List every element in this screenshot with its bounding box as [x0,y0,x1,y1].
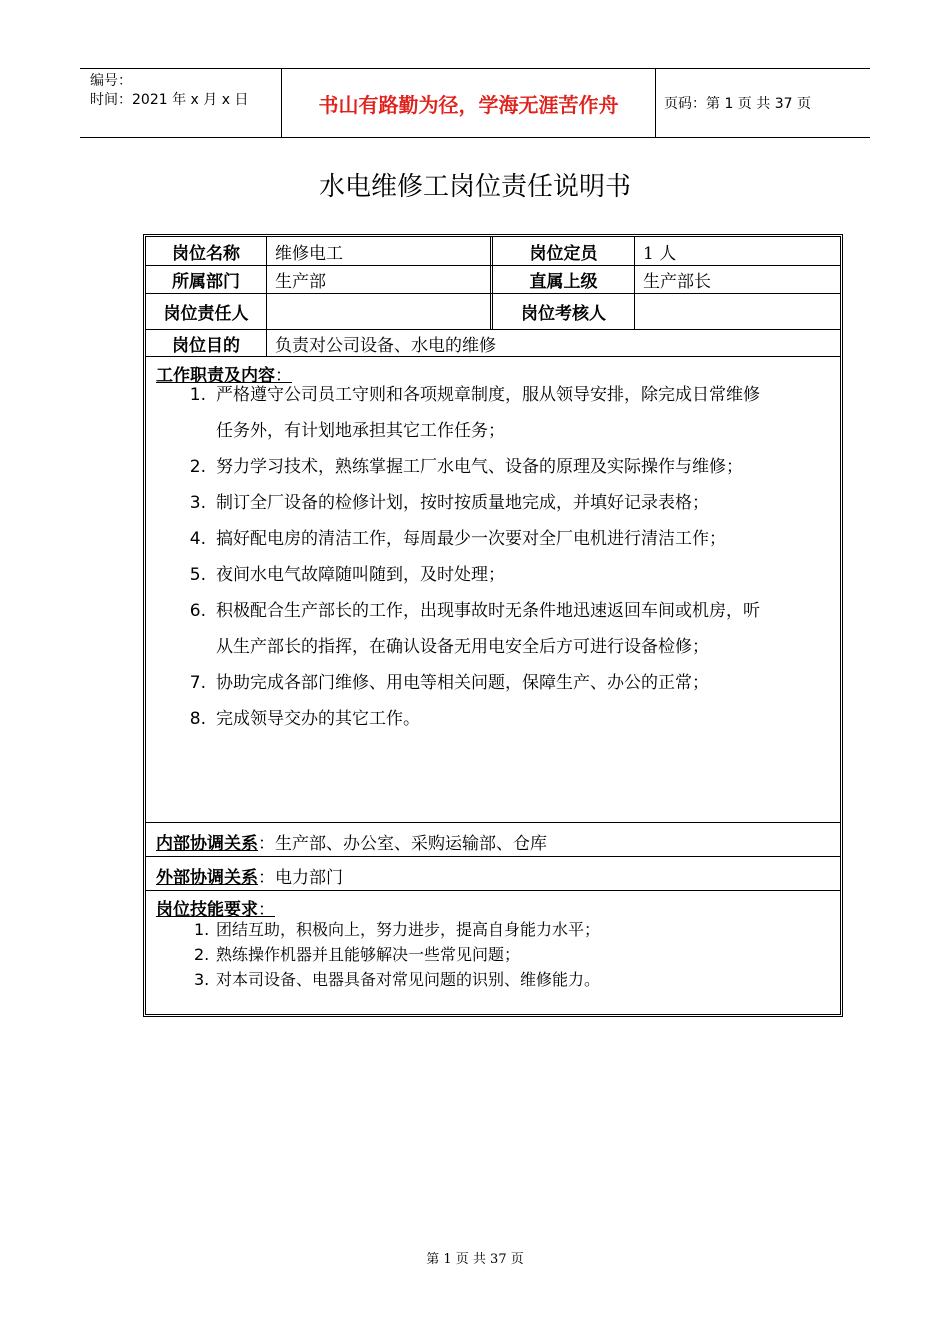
external-coordination-row [146,857,840,891]
list-item: 1. 团结互助，积极向上，努力进步，提高自身能力水平； [194,920,601,939]
assessor-value [634,294,840,329]
job-description-table [143,234,843,1017]
list-item: 3. 对本司设备、电器具备对常见问题的识别、维修能力。 [194,970,601,989]
header-motto: 书山有路勤为径，学海无涯苦作舟 [281,69,656,137]
assessor-label: 岗位考核人 [490,294,634,329]
time-label: 时间：2021 年 x 月 x 日 [90,92,249,108]
list-item: 2. 熟练操作机器并且能够解决一些常见问题； [194,945,521,964]
internal-coordination-row [146,823,840,857]
post-quota-label: 岗位定员 [490,237,634,265]
dept-label: 所属部门 [172,272,240,292]
page-header [80,68,870,138]
table-row [146,237,840,266]
dept-value: 生产部 [266,266,490,293]
responsible-label: 岗位责任人 [163,304,249,324]
responsible-value [266,294,490,329]
page-footer: 第 1 页 共 37 页 [426,1252,524,1267]
header-meta [80,69,280,137]
internal-coordination: 内部协调关系：生产部、办公室、采购运输部、仓库 [156,834,547,854]
external-coordination: 外部协调关系：电力部门 [156,868,343,888]
table-row [146,266,840,294]
skills-section [146,891,840,1014]
document-title: 水电维修工岗位责任说明书 [318,172,631,202]
skills-heading: 岗位技能要求： [156,900,275,920]
post-name-label: 岗位名称 [172,243,240,264]
superior-label: 直属上级 [490,266,634,293]
header-page-info: 页码：第 1 页 共 37 页 [664,96,811,112]
table-row [146,330,840,357]
table-row [146,294,840,330]
superior-value: 生产部长 [634,266,840,293]
duties-section: 工作职责及内容： 1. 严格遵守公司员工守则和各项规章制度，服从领导安排，除完成日常维修 任务外，有计划地承担其它工作任务； 2. 努力学习技术，熟练掌握工厂水电气、设备的原理及实际操作与维修； 3. 制订全厂设备的检修计划，按时按质量地完成，并填好记录表格； 4. 搞好配电房的清洁工作，每周最少一次要对全厂电机进行清洁工作； 5. 夜间水电气故障随叫随到，及时处理； 6. 积极配合生产部长的工作，出现事故时无条件地迅速返回车间或机房，听 从生产部长的指挥，在确认设备无用电安全后方可进行设备检修； 7. 协助完成各部门维修、用电等相关问题，保障生产、办公的正常； 8. 完成领导交办的其它工作。 [146,357,840,823]
purpose-label: 岗位目的 [172,335,240,356]
post-name-value: 维修电工 [266,237,490,265]
post-quota-value: 1 人 [634,237,840,265]
number-label: 编号： [90,73,132,89]
purpose-value: 负责对公司设备、水电的维修 [266,330,840,356]
duties-heading: 工作职责及内容： [156,366,292,386]
